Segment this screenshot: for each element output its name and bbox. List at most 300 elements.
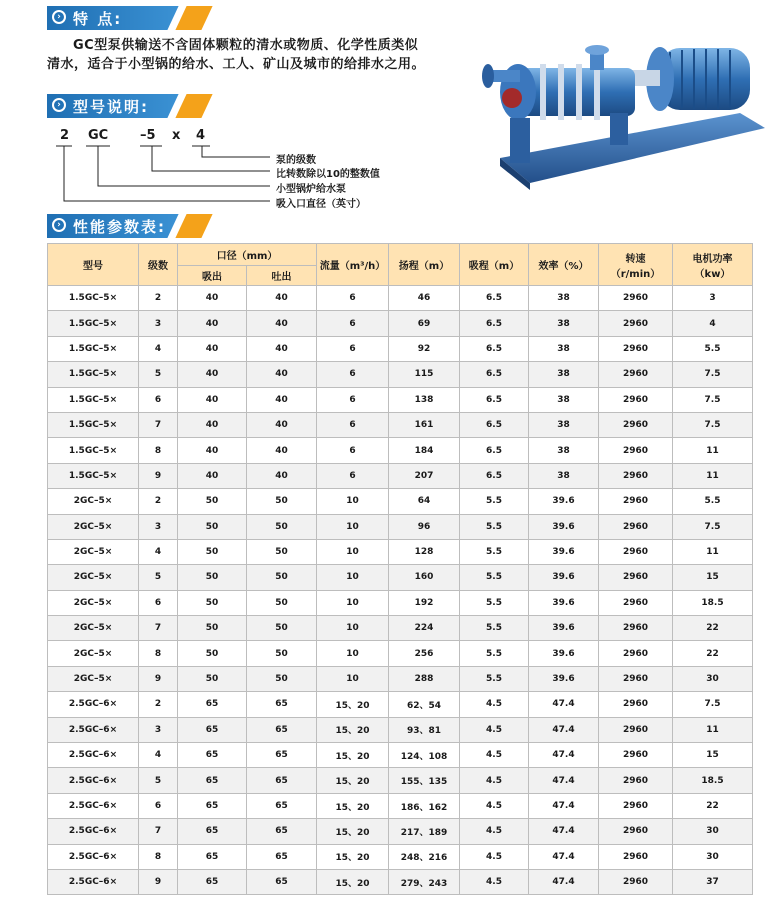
cell-power: 22: [673, 641, 753, 666]
chevron-right-icon: ›: [52, 98, 66, 112]
cell-efficiency: 38: [529, 438, 599, 463]
table-row: [48, 743, 753, 768]
cell-power: 7.5: [673, 362, 753, 387]
cell-model: 1.5GC–5×: [48, 412, 139, 437]
cell-discharge: 40: [247, 463, 317, 488]
cell-efficiency: 38: [529, 362, 599, 387]
cell-suction-head: 6.5: [460, 387, 529, 412]
cell-head: 217、189: [389, 819, 460, 844]
cell-head: 93、81: [389, 717, 460, 742]
cell-speed: 2960: [599, 666, 673, 691]
cell-head: 62、54: [389, 692, 460, 717]
cell-power: 7.5: [673, 412, 753, 437]
cell-speed: 2960: [599, 336, 673, 361]
header-head: 扬程（m）: [389, 244, 460, 286]
cell-model: 1.5GC–5×: [48, 463, 139, 488]
cell-flow: 10: [317, 489, 389, 514]
cell-flow: 15、20: [317, 768, 389, 793]
cell-head: 192: [389, 590, 460, 615]
cell-suction: 50: [178, 590, 247, 615]
cell-flow: 15、20: [317, 793, 389, 818]
cell-speed: 2960: [599, 539, 673, 564]
cell-head: 46: [389, 286, 460, 311]
cell-flow: 6: [317, 362, 389, 387]
cell-discharge: 65: [247, 768, 317, 793]
table-row: [48, 590, 753, 615]
cell-suction: 40: [178, 362, 247, 387]
cell-discharge: 50: [247, 539, 317, 564]
cell-efficiency: 47.4: [529, 717, 599, 742]
header-power-line2: （kw）: [694, 268, 731, 280]
cell-flow: 10: [317, 616, 389, 641]
header-speed-line2: （r/min）: [610, 268, 661, 280]
cell-efficiency: 38: [529, 311, 599, 336]
table-row: [48, 514, 753, 539]
cell-speed: 2960: [599, 743, 673, 768]
header-power-line1: 电机功率: [692, 253, 733, 265]
cell-efficiency: 47.4: [529, 692, 599, 717]
header-speed: [599, 244, 673, 286]
cell-head: 155、135: [389, 768, 460, 793]
cell-speed: 2960: [599, 590, 673, 615]
cell-stages: 3: [139, 514, 178, 539]
cell-model: 2GC–5×: [48, 616, 139, 641]
cell-stages: 4: [139, 743, 178, 768]
cell-speed: 2960: [599, 768, 673, 793]
cell-suction: 50: [178, 666, 247, 691]
cell-discharge: 65: [247, 869, 317, 894]
cell-flow: 15、20: [317, 869, 389, 894]
cell-speed: 2960: [599, 869, 673, 894]
header-suction-head: 吸程（m）: [460, 244, 529, 286]
table-row: [48, 666, 753, 691]
cell-flow: 15、20: [317, 819, 389, 844]
cell-discharge: 40: [247, 412, 317, 437]
model-legend-item: 吸入口直径（英寸）: [276, 199, 366, 210]
chevron-right-icon: ›: [52, 218, 66, 232]
cell-suction: 65: [178, 743, 247, 768]
cell-head: 224: [389, 616, 460, 641]
cell-head: 279、243: [389, 869, 460, 894]
cell-flow: 15、20: [317, 692, 389, 717]
header-power: [673, 244, 753, 286]
cell-discharge: 50: [247, 641, 317, 666]
cell-power: 11: [673, 717, 753, 742]
cell-head: 184: [389, 438, 460, 463]
cell-speed: 2960: [599, 717, 673, 742]
cell-model: 2GC–5×: [48, 666, 139, 691]
cell-speed: 2960: [599, 641, 673, 666]
table-row: [48, 412, 753, 437]
cell-head: 207: [389, 463, 460, 488]
cell-suction: 65: [178, 793, 247, 818]
cell-head: 69: [389, 311, 460, 336]
cell-suction-head: 5.5: [460, 616, 529, 641]
cell-suction: 65: [178, 692, 247, 717]
cell-speed: 2960: [599, 286, 673, 311]
header-model: 型号: [48, 244, 139, 286]
cell-model: 2GC–5×: [48, 641, 139, 666]
table-row: [48, 692, 753, 717]
pump-illustration: [470, 8, 770, 193]
cell-suction: 40: [178, 412, 247, 437]
cell-suction-head: 4.5: [460, 844, 529, 869]
cell-discharge: 50: [247, 514, 317, 539]
table-row: [48, 463, 753, 488]
table-row: [48, 286, 753, 311]
cell-model: 2.5GC–6×: [48, 692, 139, 717]
table-row: [48, 768, 753, 793]
cell-model: 2GC–5×: [48, 489, 139, 514]
cell-efficiency: 39.6: [529, 666, 599, 691]
cell-power: 18.5: [673, 768, 753, 793]
cell-stages: 5: [139, 362, 178, 387]
cell-suction-head: 6.5: [460, 336, 529, 361]
cell-efficiency: 39.6: [529, 641, 599, 666]
cell-flow: 15、20: [317, 717, 389, 742]
section-title: 特 点:: [73, 10, 123, 28]
table-row: [48, 793, 753, 818]
cell-flow: 10: [317, 539, 389, 564]
cell-power: 5.5: [673, 489, 753, 514]
cell-suction-head: 6.5: [460, 311, 529, 336]
cell-model: 2.5GC–6×: [48, 743, 139, 768]
cell-efficiency: 47.4: [529, 819, 599, 844]
cell-power: 7.5: [673, 514, 753, 539]
cell-suction: 65: [178, 768, 247, 793]
cell-discharge: 65: [247, 819, 317, 844]
cell-stages: 7: [139, 412, 178, 437]
cell-efficiency: 38: [529, 463, 599, 488]
cell-suction: 40: [178, 387, 247, 412]
cell-flow: 6: [317, 311, 389, 336]
cell-power: 15: [673, 743, 753, 768]
cell-suction-head: 5.5: [460, 565, 529, 590]
cell-stages: 7: [139, 819, 178, 844]
header-caliber: 口径（mm）: [178, 244, 317, 266]
cell-suction: 40: [178, 463, 247, 488]
cell-suction: 50: [178, 514, 247, 539]
cell-flow: 6: [317, 438, 389, 463]
cell-speed: 2960: [599, 844, 673, 869]
cell-suction-head: 4.5: [460, 743, 529, 768]
cell-model: 1.5GC–5×: [48, 336, 139, 361]
cell-efficiency: 38: [529, 387, 599, 412]
model-code-part: 2: [60, 128, 70, 143]
cell-discharge: 65: [247, 844, 317, 869]
table-row: [48, 819, 753, 844]
cell-flow: 6: [317, 387, 389, 412]
cell-suction-head: 5.5: [460, 514, 529, 539]
cell-speed: 2960: [599, 489, 673, 514]
cell-speed: 2960: [599, 514, 673, 539]
cell-speed: 2960: [599, 463, 673, 488]
cell-discharge: 50: [247, 565, 317, 590]
cell-model: 2.5GC–6×: [48, 768, 139, 793]
cell-power: 5.5: [673, 336, 753, 361]
table-row: [48, 489, 753, 514]
cell-suction: 65: [178, 844, 247, 869]
cell-power: 18.5: [673, 590, 753, 615]
table-row: [48, 336, 753, 361]
cell-head: 92: [389, 336, 460, 361]
cell-model: 2GC–5×: [48, 539, 139, 564]
cell-suction-head: 5.5: [460, 489, 529, 514]
table-row: [48, 362, 753, 387]
cell-model: 2.5GC–6×: [48, 869, 139, 894]
cell-model: 1.5GC–5×: [48, 438, 139, 463]
cell-suction: 50: [178, 641, 247, 666]
cell-suction-head: 5.5: [460, 590, 529, 615]
table-row: [48, 565, 753, 590]
cell-model: 2GC–5×: [48, 565, 139, 590]
cell-model: 2GC–5×: [48, 590, 139, 615]
cell-power: 11: [673, 539, 753, 564]
cell-flow: 15、20: [317, 743, 389, 768]
cell-efficiency: 39.6: [529, 539, 599, 564]
cell-speed: 2960: [599, 362, 673, 387]
cell-stages: 9: [139, 666, 178, 691]
cell-suction-head: 5.5: [460, 666, 529, 691]
cell-power: 15: [673, 565, 753, 590]
cell-discharge: 50: [247, 489, 317, 514]
table-row: [48, 438, 753, 463]
cell-flow: 6: [317, 463, 389, 488]
cell-discharge: 40: [247, 362, 317, 387]
table-row: [48, 717, 753, 742]
cell-efficiency: 39.6: [529, 565, 599, 590]
cell-head: 161: [389, 412, 460, 437]
cell-flow: 10: [317, 666, 389, 691]
cell-suction-head: 4.5: [460, 692, 529, 717]
section-title: 性能参数表:: [73, 218, 166, 236]
cell-head: 124、108: [389, 743, 460, 768]
cell-discharge: 65: [247, 717, 317, 742]
cell-head: 288: [389, 666, 460, 691]
cell-head: 115: [389, 362, 460, 387]
table-row: [48, 539, 753, 564]
cell-efficiency: 47.4: [529, 768, 599, 793]
cell-power: 30: [673, 844, 753, 869]
cell-head: 160: [389, 565, 460, 590]
cell-suction: 50: [178, 616, 247, 641]
cell-suction-head: 4.5: [460, 768, 529, 793]
cell-head: 138: [389, 387, 460, 412]
cell-suction-head: 6.5: [460, 463, 529, 488]
cell-speed: 2960: [599, 819, 673, 844]
header-efficiency: 效率（%）: [529, 244, 599, 286]
cell-head: 96: [389, 514, 460, 539]
cell-discharge: 50: [247, 666, 317, 691]
cell-model: 2.5GC–6×: [48, 844, 139, 869]
cell-discharge: 40: [247, 286, 317, 311]
cell-speed: 2960: [599, 311, 673, 336]
cell-flow: 6: [317, 412, 389, 437]
section-header-features: [47, 6, 207, 30]
model-legend-item: 泵的级数: [276, 155, 316, 166]
cell-speed: 2960: [599, 412, 673, 437]
model-code-part: x: [172, 128, 181, 143]
cell-model: 2.5GC–6×: [48, 793, 139, 818]
cell-power: 22: [673, 793, 753, 818]
cell-flow: 6: [317, 286, 389, 311]
model-code-part: GC: [88, 128, 109, 143]
cell-speed: 2960: [599, 438, 673, 463]
cell-model: 1.5GC–5×: [48, 362, 139, 387]
cell-stages: 8: [139, 844, 178, 869]
cell-discharge: 50: [247, 590, 317, 615]
cell-efficiency: 38: [529, 286, 599, 311]
cell-stages: 2: [139, 692, 178, 717]
cell-power: 7.5: [673, 692, 753, 717]
cell-suction-head: 6.5: [460, 438, 529, 463]
cell-model: 2.5GC–6×: [48, 717, 139, 742]
table-row: [48, 844, 753, 869]
cell-suction: 40: [178, 286, 247, 311]
table-row: [48, 311, 753, 336]
intro-text: GC型泵供输送不含固体颗粒的清水或物质、化学性质类似清水，适合于小型锅的给水、工人、矿山及城市的给排水之用。: [47, 38, 426, 72]
cell-power: 22: [673, 616, 753, 641]
section-header-performance: [47, 214, 207, 238]
cell-suction: 50: [178, 565, 247, 590]
cell-flow: 10: [317, 641, 389, 666]
cell-flow: 15、20: [317, 844, 389, 869]
cell-head: 256: [389, 641, 460, 666]
cell-speed: 2960: [599, 387, 673, 412]
cell-stages: 2: [139, 286, 178, 311]
cell-discharge: 65: [247, 692, 317, 717]
header-flow: 流量（m³/h）: [317, 244, 389, 286]
cell-speed: 2960: [599, 565, 673, 590]
cell-suction: 40: [178, 336, 247, 361]
header-suction: 吸出: [178, 266, 247, 286]
cell-stages: 8: [139, 438, 178, 463]
cell-model: 1.5GC–5×: [48, 286, 139, 311]
cell-efficiency: 39.6: [529, 590, 599, 615]
cell-suction: 40: [178, 311, 247, 336]
cell-stages: 6: [139, 793, 178, 818]
cell-discharge: 40: [247, 387, 317, 412]
cell-suction: 65: [178, 717, 247, 742]
cell-stages: 4: [139, 336, 178, 361]
cell-efficiency: 47.4: [529, 844, 599, 869]
cell-stages: 9: [139, 869, 178, 894]
cell-stages: 6: [139, 590, 178, 615]
cell-speed: 2960: [599, 692, 673, 717]
cell-suction: 65: [178, 819, 247, 844]
section-title: 型号说明:: [73, 98, 149, 116]
cell-stages: 6: [139, 387, 178, 412]
cell-suction-head: 4.5: [460, 717, 529, 742]
header-speed-line1: 转速: [625, 253, 646, 265]
cell-stages: 7: [139, 616, 178, 641]
table-row: [48, 641, 753, 666]
cell-suction-head: 6.5: [460, 412, 529, 437]
table-row: [48, 387, 753, 412]
cell-head: 64: [389, 489, 460, 514]
cell-flow: 6: [317, 336, 389, 361]
cell-stages: 2: [139, 489, 178, 514]
cell-discharge: 50: [247, 616, 317, 641]
chevron-right-icon: ›: [52, 10, 66, 24]
cell-discharge: 40: [247, 336, 317, 361]
cell-discharge: 65: [247, 793, 317, 818]
cell-power: 11: [673, 438, 753, 463]
cell-power: 11: [673, 463, 753, 488]
cell-stages: 4: [139, 539, 178, 564]
header-stages: 级数: [139, 244, 178, 286]
cell-stages: 5: [139, 768, 178, 793]
cell-power: 4: [673, 311, 753, 336]
cell-efficiency: 39.6: [529, 514, 599, 539]
cell-power: 7.5: [673, 387, 753, 412]
cell-suction-head: 4.5: [460, 869, 529, 894]
model-legend-item: 小型锅炉给水泵: [276, 184, 346, 195]
cell-head: 128: [389, 539, 460, 564]
cell-suction-head: 5.5: [460, 539, 529, 564]
table-row: [48, 616, 753, 641]
cell-discharge: 40: [247, 311, 317, 336]
cell-suction-head: 4.5: [460, 819, 529, 844]
cell-suction: 40: [178, 438, 247, 463]
cell-head: 248、216: [389, 844, 460, 869]
cell-stages: 3: [139, 717, 178, 742]
cell-speed: 2960: [599, 616, 673, 641]
cell-efficiency: 38: [529, 336, 599, 361]
cell-power: 30: [673, 819, 753, 844]
cell-flow: 10: [317, 590, 389, 615]
cell-model: 1.5GC–5×: [48, 311, 139, 336]
cell-model: 2GC–5×: [48, 514, 139, 539]
cell-efficiency: 47.4: [529, 869, 599, 894]
cell-stages: 8: [139, 641, 178, 666]
cell-speed: 2960: [599, 793, 673, 818]
table-body: [48, 286, 753, 895]
cell-model: 2.5GC–6×: [48, 819, 139, 844]
cell-efficiency: 47.4: [529, 793, 599, 818]
cell-suction: 50: [178, 539, 247, 564]
cell-flow: 10: [317, 565, 389, 590]
cell-power: 30: [673, 666, 753, 691]
header-discharge: 吐出: [247, 266, 317, 286]
cell-suction: 65: [178, 869, 247, 894]
cell-stages: 3: [139, 311, 178, 336]
cell-model: 1.5GC–5×: [48, 387, 139, 412]
cell-suction-head: 6.5: [460, 286, 529, 311]
cell-suction-head: 6.5: [460, 362, 529, 387]
cell-power: 3: [673, 286, 753, 311]
cell-efficiency: 39.6: [529, 489, 599, 514]
cell-discharge: 65: [247, 743, 317, 768]
cell-efficiency: 39.6: [529, 616, 599, 641]
cell-power: 37: [673, 869, 753, 894]
table-row: [48, 869, 753, 894]
cell-suction-head: 5.5: [460, 641, 529, 666]
cell-suction-head: 4.5: [460, 793, 529, 818]
model-code-part: –5: [140, 128, 156, 143]
cell-efficiency: 47.4: [529, 743, 599, 768]
performance-table: [47, 243, 753, 895]
cell-discharge: 40: [247, 438, 317, 463]
model-code-part: 4: [196, 128, 206, 143]
cell-stages: 9: [139, 463, 178, 488]
model-legend-item: 比转数除以10的整数值: [276, 169, 380, 180]
cell-stages: 5: [139, 565, 178, 590]
cell-suction: 50: [178, 489, 247, 514]
cell-efficiency: 38: [529, 412, 599, 437]
section-header-model: [47, 94, 207, 118]
cell-head: 186、162: [389, 793, 460, 818]
